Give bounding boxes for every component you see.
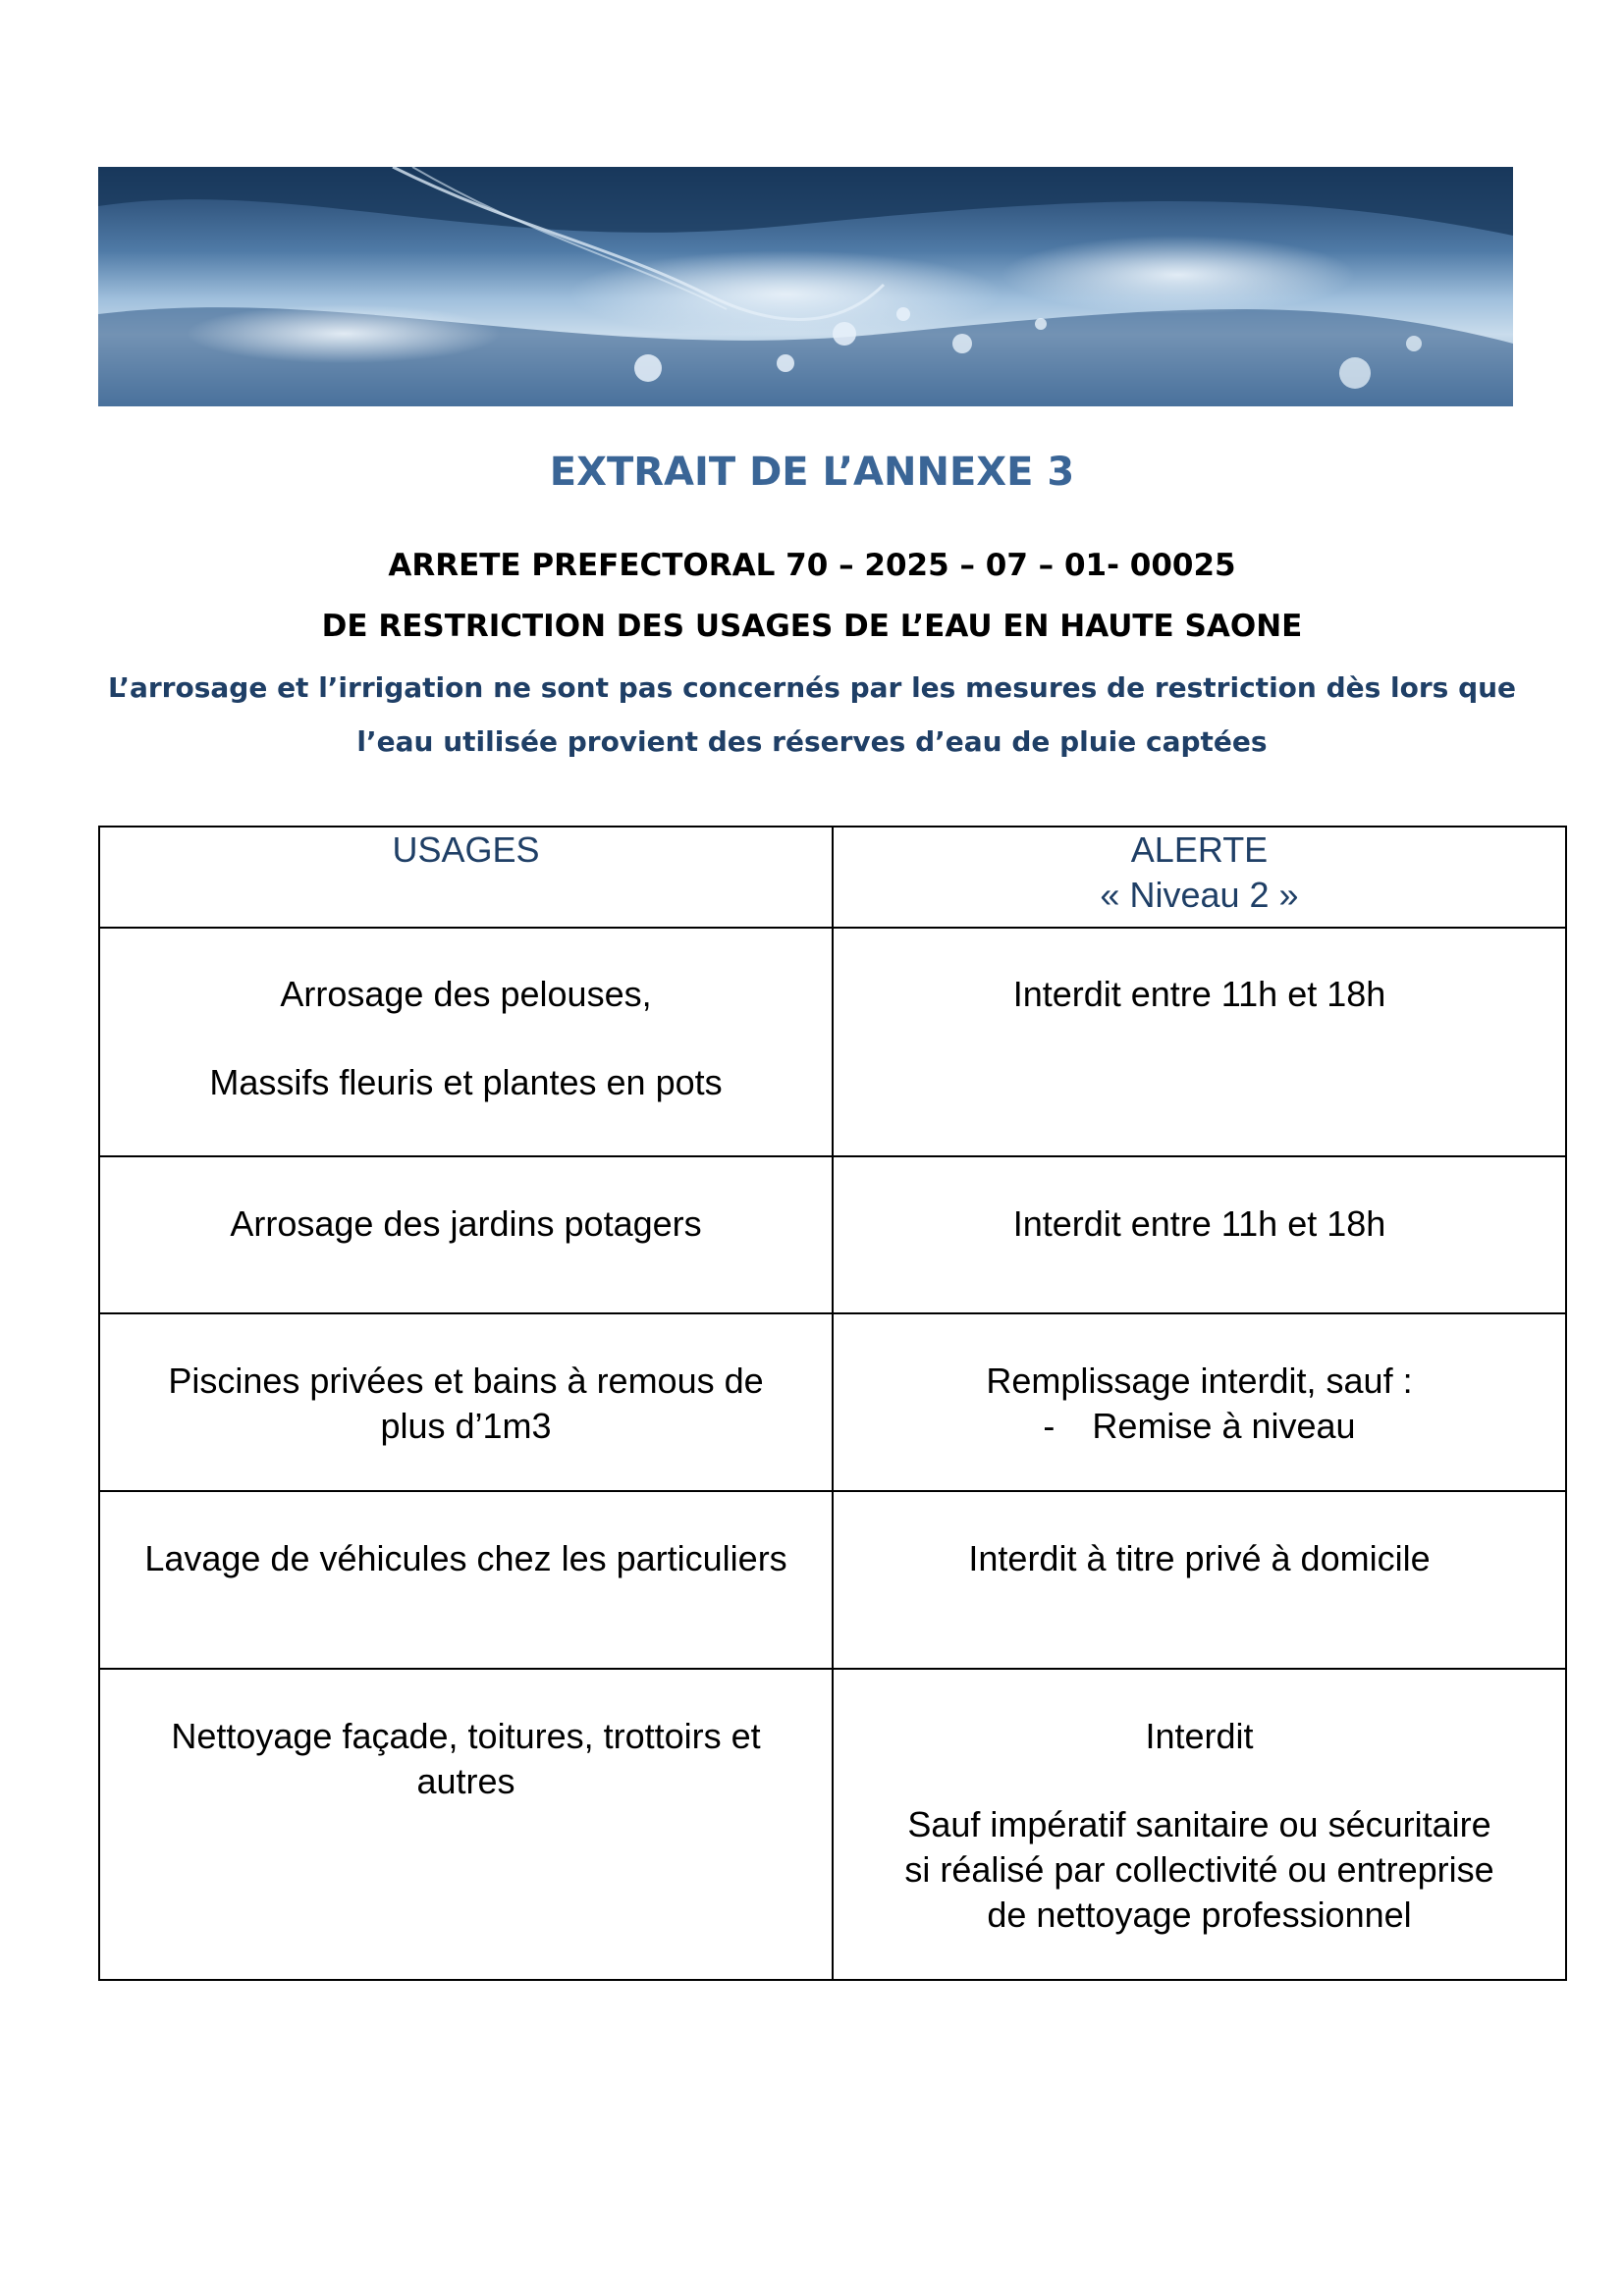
alerte-cell: Interdit Sauf impératif sanitaire ou sécuritaire si réalisé par collectivité ou entreprise de nettoyage professionnel — [833, 1669, 1566, 1980]
usage-cell: Arrosage des pelouses, Massifs fleuris et plantes en pots — [99, 928, 833, 1156]
alerte-cell: Remplissage interdit, sauf : - Remise à niveau — [833, 1313, 1566, 1491]
restrictions-table — [98, 826, 1567, 1981]
table-header-row — [99, 827, 1566, 928]
usage-cell: Lavage de véhicules chez les particuliers — [99, 1491, 833, 1669]
table-row — [99, 1669, 1566, 1980]
usages-header: USAGES — [99, 827, 833, 928]
usage-cell: Arrosage des jardins potagers — [99, 1156, 833, 1313]
rainwater-note-line-2: l’eau utilisée provient des réserves d’eau de pluie captées — [356, 725, 1268, 758]
decree-subject: DE RESTRICTION DES USAGES DE L’EAU EN HAUTE SAONE — [321, 609, 1303, 644]
usage-cell: Nettoyage façade, toitures, trottoirs et autres — [99, 1669, 833, 1980]
table-row — [99, 1313, 1566, 1491]
page-title: EXTRAIT DE L’ANNEXE 3 — [549, 450, 1075, 495]
table-row — [99, 928, 1566, 1156]
table-row — [99, 1491, 1566, 1669]
usage-cell: Piscines privées et bains à remous de plus d’1m3 — [99, 1313, 833, 1491]
water-banner-image — [98, 167, 1513, 406]
alerte-cell: Interdit entre 11h et 18h — [833, 928, 1566, 1156]
alerte-header: ALERTE « Niveau 2 » — [833, 827, 1566, 928]
decree-number: ARRETE PREFECTORAL 70 – 2025 – 07 – 01- 00025 — [388, 548, 1236, 583]
rainwater-note-line-1: L’arrosage et l’irrigation ne sont pas concernés par les mesures de restriction dès lors que — [107, 671, 1517, 704]
alerte-cell: Interdit à titre privé à domicile — [833, 1491, 1566, 1669]
table-row — [99, 1156, 1566, 1313]
alerte-cell: Interdit entre 11h et 18h — [833, 1156, 1566, 1313]
list-dash: - — [1043, 1406, 1056, 1446]
